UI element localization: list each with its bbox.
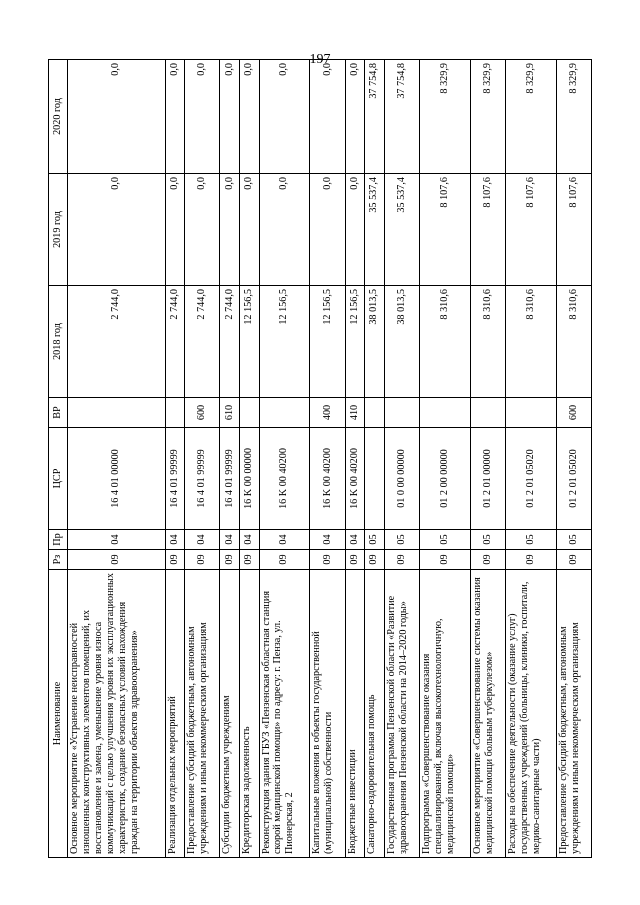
row-name: Реконструкция здания ГБУЗ «Пензенская областная станция скорой медицинской помощи» по адресу: г. Пенза, ул. Пионерская, 2 <box>259 570 310 858</box>
row-rz: 09 <box>165 550 185 570</box>
row-pr: 05 <box>470 530 505 550</box>
row-name: Подпрограмма «Совершенствование оказания специализированной, включая высокотехнологичную, медицинской помощи» <box>419 570 470 858</box>
row-rz: 09 <box>556 550 591 570</box>
row-rz: 09 <box>419 550 470 570</box>
row-name: Основное мероприятие «Устранение неисправностей изношенных конструктивных элементов помещений, их восстановление и замена, уменьшение уровня износа коммуникаций с целью улучшения уровня их эксплуатационных характеристик, создание безопасных условий нахождения граждан на территории объектов здравоохранения» <box>68 570 166 858</box>
table-row <box>310 60 345 858</box>
row-value-2018: 8 310,6 <box>556 286 591 398</box>
row-pr: 04 <box>310 530 345 550</box>
row-vr: 400 <box>310 398 345 428</box>
row-value-2019: 0,0 <box>220 174 240 286</box>
table-row <box>556 60 591 858</box>
table-row <box>68 60 166 858</box>
row-value-2020: 37 754,8 <box>365 60 385 174</box>
row-csr: 16 K 00 40200 <box>345 428 365 530</box>
row-rz: 09 <box>68 550 166 570</box>
row-value-2018: 12 156,5 <box>345 286 365 398</box>
rotated-table-container <box>48 60 592 858</box>
row-name: Государственная программа Пензенской области «Развитие здравоохранения Пензенской области на 2014–2020 годы» <box>384 570 419 858</box>
row-value-2019: 0,0 <box>240 174 260 286</box>
row-value-2019: 0,0 <box>259 174 310 286</box>
row-value-2019: 8 107,6 <box>556 174 591 286</box>
row-value-2018: 12 156,5 <box>259 286 310 398</box>
table-row <box>419 60 470 858</box>
row-csr: 16 4 01 99999 <box>220 428 240 530</box>
row-value-2018: 2 744,0 <box>68 286 166 398</box>
row-value-2018: 38 013,5 <box>365 286 385 398</box>
row-value-2019: 0,0 <box>165 174 185 286</box>
page-number: 197 <box>309 52 331 67</box>
row-vr <box>505 398 556 428</box>
header-2018: 2018 год <box>49 286 68 398</box>
row-value-2020: 8 329,9 <box>419 60 470 174</box>
row-value-2018: 8 310,6 <box>419 286 470 398</box>
row-value-2019: 0,0 <box>345 174 365 286</box>
row-rz: 09 <box>185 550 220 570</box>
row-pr: 04 <box>185 530 220 550</box>
row-csr: 01 2 01 00000 <box>470 428 505 530</box>
row-value-2018: 12 156,5 <box>240 286 260 398</box>
row-value-2019: 8 107,6 <box>470 174 505 286</box>
row-csr: 01 0 00 00000 <box>384 428 419 530</box>
row-value-2018: 12 156,5 <box>310 286 345 398</box>
row-pr: 05 <box>384 530 419 550</box>
row-value-2018: 2 744,0 <box>185 286 220 398</box>
row-csr: 16 4 01 00000 <box>68 428 166 530</box>
row-vr: 410 <box>345 398 365 428</box>
row-pr: 05 <box>365 530 385 550</box>
header-vr: ВР <box>49 398 68 428</box>
row-vr <box>165 398 185 428</box>
row-csr: 16 K 00 40200 <box>259 428 310 530</box>
row-value-2020: 0,0 <box>310 60 345 174</box>
row-csr: 16 K 00 00000 <box>240 428 260 530</box>
row-value-2020: 0,0 <box>165 60 185 174</box>
row-name: Санаторно-оздоровительная помощь <box>365 570 385 858</box>
row-rz: 09 <box>240 550 260 570</box>
row-pr: 05 <box>556 530 591 550</box>
row-pr: 05 <box>505 530 556 550</box>
row-pr: 04 <box>345 530 365 550</box>
table-row <box>220 60 240 858</box>
row-vr <box>240 398 260 428</box>
row-name: Капитальные вложения в объекты государственной (муниципальной) собственности <box>310 570 345 858</box>
row-name: Предоставление субсидий бюджетным, автономным учреждениям и иным некоммерческим организациям <box>556 570 591 858</box>
row-name: Кредиторская задолженность <box>240 570 260 858</box>
row-vr: 610 <box>220 398 240 428</box>
row-vr <box>470 398 505 428</box>
table-row <box>240 60 260 858</box>
row-csr: 01 2 00 00000 <box>419 428 470 530</box>
table-row <box>470 60 505 858</box>
row-pr: 04 <box>240 530 260 550</box>
row-name: Субсидии бюджетным учреждениям <box>220 570 240 858</box>
header-csr: ЦСР <box>49 428 68 530</box>
row-value-2018: 8 310,6 <box>470 286 505 398</box>
row-name: Бюджетные инвестиции <box>345 570 365 858</box>
row-rz: 09 <box>310 550 345 570</box>
table-row <box>165 60 185 858</box>
row-pr: 05 <box>419 530 470 550</box>
row-rz: 09 <box>259 550 310 570</box>
row-value-2020: 0,0 <box>345 60 365 174</box>
row-csr: 01 2 01 05020 <box>556 428 591 530</box>
row-csr: 01 2 01 05020 <box>505 428 556 530</box>
row-rz: 09 <box>365 550 385 570</box>
header-2020: 2020 год <box>49 60 68 174</box>
table-row <box>345 60 365 858</box>
row-vr <box>419 398 470 428</box>
row-value-2019: 35 537,4 <box>365 174 385 286</box>
row-value-2020: 0,0 <box>68 60 166 174</box>
budget-table <box>48 59 592 858</box>
row-csr: 16 K 00 40200 <box>310 428 345 530</box>
row-rz: 09 <box>470 550 505 570</box>
row-csr <box>365 428 385 530</box>
row-pr: 04 <box>165 530 185 550</box>
row-value-2018: 38 013,5 <box>384 286 419 398</box>
row-rz: 09 <box>345 550 365 570</box>
row-value-2020: 0,0 <box>220 60 240 174</box>
row-value-2019: 0,0 <box>185 174 220 286</box>
table-row <box>185 60 220 858</box>
table-row <box>365 60 385 858</box>
row-value-2019: 8 107,6 <box>419 174 470 286</box>
row-value-2019: 0,0 <box>310 174 345 286</box>
row-value-2020: 0,0 <box>259 60 310 174</box>
row-value-2020: 8 329,9 <box>505 60 556 174</box>
row-value-2020: 0,0 <box>240 60 260 174</box>
row-name: Расходы на обеспечение деятельности (оказание услуг) государственных учреждений (больницы, клиники, госпитали, медико-санитарные части) <box>505 570 556 858</box>
row-value-2020: 8 329,9 <box>470 60 505 174</box>
row-value-2019: 0,0 <box>68 174 166 286</box>
table-header-row <box>49 60 68 858</box>
row-rz: 09 <box>505 550 556 570</box>
row-vr <box>68 398 166 428</box>
row-vr: 600 <box>556 398 591 428</box>
row-value-2018: 2 744,0 <box>165 286 185 398</box>
row-csr: 16 4 01 99999 <box>185 428 220 530</box>
row-pr: 04 <box>220 530 240 550</box>
header-2019: 2019 год <box>49 174 68 286</box>
row-value-2019: 8 107,6 <box>505 174 556 286</box>
row-csr: 16 4 01 99999 <box>165 428 185 530</box>
header-name: Наименование <box>49 570 68 858</box>
row-value-2020: 37 754,8 <box>384 60 419 174</box>
row-pr: 04 <box>68 530 166 550</box>
table-row <box>259 60 310 858</box>
row-value-2018: 2 744,0 <box>220 286 240 398</box>
row-rz: 09 <box>220 550 240 570</box>
table-row <box>384 60 419 858</box>
row-vr <box>384 398 419 428</box>
header-pr: Пр <box>49 530 68 550</box>
row-value-2019: 35 537,4 <box>384 174 419 286</box>
row-vr: 600 <box>185 398 220 428</box>
row-vr <box>365 398 385 428</box>
row-name: Основное мероприятие «Совершенствование системы оказания медицинской помощи больным туберкулезом» <box>470 570 505 858</box>
row-vr <box>259 398 310 428</box>
row-name: Реализация отдельных мероприятий <box>165 570 185 858</box>
row-name: Предоставление субсидий бюджетным, автономным учреждениям и иным некоммерческим организациям <box>185 570 220 858</box>
header-rz: Рз <box>49 550 68 570</box>
row-value-2018: 8 310,6 <box>505 286 556 398</box>
row-rz: 09 <box>384 550 419 570</box>
row-value-2020: 0,0 <box>185 60 220 174</box>
row-value-2020: 8 329,9 <box>556 60 591 174</box>
row-pr: 04 <box>259 530 310 550</box>
table-row <box>505 60 556 858</box>
